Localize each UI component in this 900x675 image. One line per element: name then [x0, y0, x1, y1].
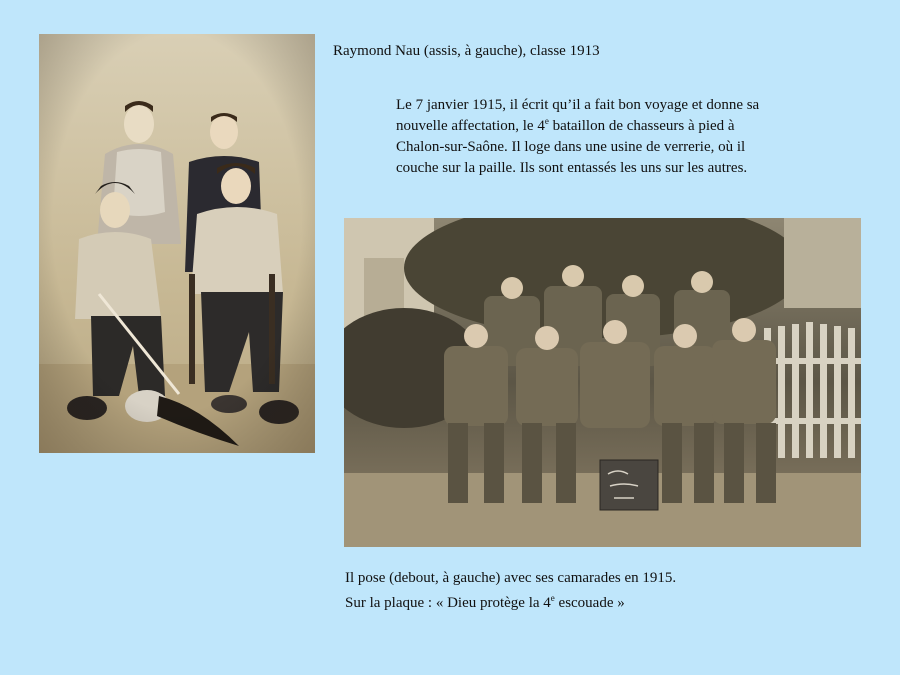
- portrait-caption: Raymond Nau (assis, à gauche), classe 1913: [333, 43, 600, 59]
- letter-paragraph: [396, 95, 836, 179]
- paragraph-line: nouvelle affectation, le 4e bataillon de chasseurs à pied à: [396, 116, 735, 134]
- caption-line: Sur la plaque : « Dieu protège la 4e escouade »: [345, 593, 625, 611]
- paragraph-line: couche sur la paille. Ils sont entassés les uns sur les autres.: [396, 160, 748, 176]
- caption-line: Il pose (debout, à gauche) avec ses camarades en 1915.: [345, 570, 677, 586]
- portrait-photo-four-soldiers: [39, 34, 315, 453]
- group-photo-ten-soldiers: [344, 218, 861, 547]
- paragraph-line: Le 7 janvier 1915, il écrit qu’il a fait bon voyage et donne sa: [396, 97, 760, 113]
- paragraph-line: Chalon-sur-Saône. Il loge dans une usine de verrerie, où il: [396, 139, 746, 155]
- group-photo-caption: [345, 566, 845, 616]
